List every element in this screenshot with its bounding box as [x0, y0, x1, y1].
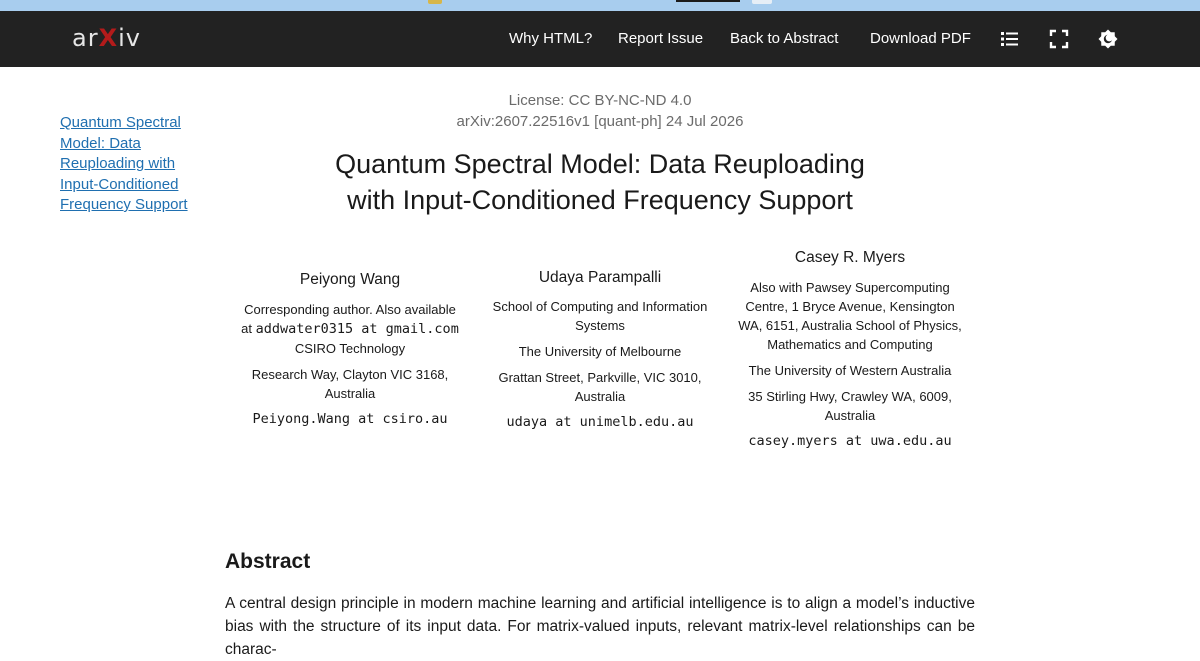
- toc-title-link[interactable]: Quantum Spectral Model: Data Reuploading with Input-Conditioned Frequency Support: [60, 114, 188, 213]
- author-address: Grattan Street, Parkville, VIC 3010, Australia: [498, 370, 702, 404]
- author-name: Peiyong Wang: [299, 271, 401, 288]
- browser-top-strip: [0, 0, 1200, 11]
- author-email: udaya at unimelb.edu.au: [506, 414, 694, 430]
- author-org: The University of Western Australia: [748, 363, 952, 378]
- author-note: Also with Pawsey Supercomputing Centre, 1 Bryce Avenue, Kensington WA, 6151, Australia School of Physics, Mathematics and Computing: [738, 280, 962, 352]
- author-alt-email: addwater0315 at gmail.com: [255, 321, 459, 337]
- author-org: CSIRO Technology: [294, 341, 406, 356]
- author-note: [238, 300, 462, 339]
- title-line-1: Quantum Spectral Model: Data Reuploading: [335, 149, 865, 179]
- top-strip-box: [752, 0, 772, 4]
- abstract-heading: Abstract: [225, 550, 311, 573]
- logo-text-right: iv: [118, 24, 141, 52]
- logo-x-mark: X: [98, 24, 119, 52]
- abstract-text: A central design principle in modern machine learning and artificial intelligence is to align a model’s inductive bias with the structure of its input data. For matrix-valued inputs, relevant matrix-level relationships can be charac-: [225, 595, 975, 658]
- top-strip-underline: [676, 0, 740, 2]
- author-name: Casey R. Myers: [794, 249, 906, 266]
- theme-toggle-icon[interactable]: [1097, 28, 1119, 50]
- why-html-link[interactable]: Why HTML?: [509, 30, 593, 47]
- author-address: Research Way, Clayton VIC 3168, Australia: [251, 367, 449, 401]
- top-strip-marker: [428, 0, 442, 4]
- author-block-1: [238, 270, 462, 429]
- author-note-text: Corresponding author. Also available at: [241, 302, 456, 336]
- back-to-abstract-link[interactable]: Back to Abstract: [730, 30, 839, 47]
- author-email: casey.myers at uwa.edu.au: [748, 433, 952, 449]
- author-block-2: [485, 268, 715, 432]
- table-of-contents: [60, 113, 200, 216]
- author-block-3: [735, 248, 965, 451]
- download-pdf-link[interactable]: Download PDF: [870, 30, 971, 47]
- arxiv-logo[interactable]: [72, 23, 141, 53]
- report-issue-link[interactable]: Report Issue: [618, 30, 704, 47]
- paper-title: [300, 146, 900, 218]
- top-navbar: [0, 11, 1200, 67]
- logo-text-left: ar: [72, 24, 99, 52]
- license-line: License: CC BY-NC-ND 4.0: [508, 92, 692, 109]
- arxiv-id-line: arXiv:2607.22516v1 [quant-ph] 24 Jul 2026: [456, 113, 744, 130]
- author-dept: School of Computing and Information Systems: [492, 299, 708, 333]
- title-line-2: with Input-Conditioned Frequency Support: [347, 185, 853, 215]
- author-address: 35 Stirling Hwy, Crawley WA, 6009, Australia: [748, 389, 952, 423]
- author-email: Peiyong.Wang at csiro.au: [252, 411, 448, 427]
- fullscreen-icon[interactable]: [1048, 28, 1070, 50]
- author-org: The University of Melbourne: [518, 344, 682, 359]
- list-icon[interactable]: [999, 28, 1021, 50]
- author-name: Udaya Parampalli: [538, 269, 662, 286]
